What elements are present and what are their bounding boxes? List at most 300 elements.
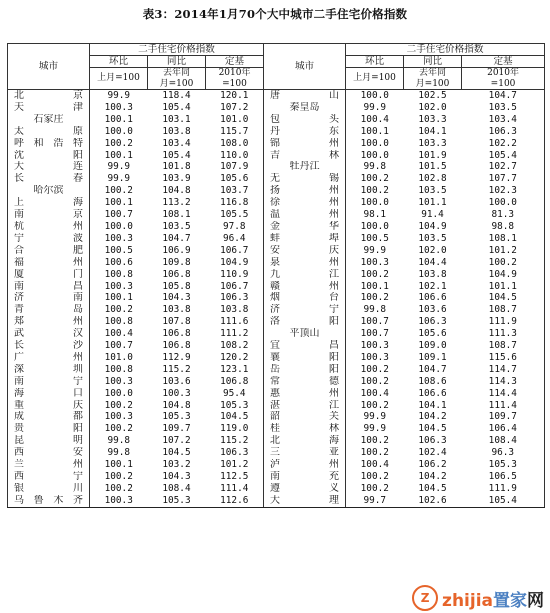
table-row [8,114,545,126]
mom-index-cell: 100.2 [346,483,404,495]
yoy-index-cell: 104.5 [418,423,447,435]
yoy-index-cell: 106.8 [162,340,191,352]
fixed-index-cell: 105.3 [462,459,545,471]
mom-index-cell: 100.0 [346,197,404,209]
mom-index-cell: 98.1 [346,209,404,221]
yoy-index-cell: 104.7 [162,232,191,244]
yoy-index-cell: 102.4 [418,447,447,459]
fixed-index-cell: 111.2 [220,328,249,340]
fixed-index-cell: 123.1 [220,363,249,375]
mom-index-cell: 100.3 [90,495,148,507]
fixed-index-cell: 109.7 [462,411,545,423]
mom-index-cell: 100.7 [346,316,404,328]
mom-index-cell: 99.8 [346,161,404,173]
table-row [8,257,545,269]
fixed-index-cell: 111.3 [462,328,545,340]
table-row [8,281,545,293]
yoy-index-cell: 104.1 [418,399,447,411]
fixed-index-cell: 108.0 [220,137,249,149]
yoy-index-cell: 101.5 [418,161,447,173]
yoy-index-cell: 105.3 [148,495,206,507]
yoy-header-right: 同比 [404,56,462,68]
fixed-index-cell: 106.3 [462,126,545,138]
table-row [8,221,545,233]
mom-index-cell: 100.0 [346,150,404,162]
mom-index-cell: 100.7 [90,340,148,352]
city-name-cell: 遵义 [264,483,346,495]
yoy-index-cell: 106.3 [418,435,447,447]
fixed-index-cell: 102.3 [462,185,545,197]
table-row [8,209,545,221]
fixed-index-cell: 120.2 [220,351,249,363]
yoy-index-cell: 103.5 [418,232,447,244]
mom-index-cell: 100.3 [346,340,404,352]
mom-index-cell: 100.2 [90,471,148,483]
city-name-cell: 沈阳 [8,150,90,162]
city-name-cell: 赣州 [264,281,346,293]
city-name-cell: 安庆 [264,245,346,257]
yoy-index-cell: 104.9 [418,220,447,232]
fixed-index-cell: 103.8 [220,304,249,316]
yoy-base-label-line1: 去年同 [162,68,190,78]
yoy-index-cell: 101.8 [162,161,191,173]
city-name-cell: 南京 [8,209,90,221]
yoy-index-cell: 101.9 [418,149,447,161]
yoy-index-cell: 106.3 [418,316,447,328]
city-name-cell: 三亚 [264,447,346,459]
table-body [8,90,545,508]
yoy-subheader-right [404,68,462,90]
yoy-index-cell: 106.6 [418,387,447,399]
table-row [8,150,545,162]
yoy-index-cell: 104.7 [418,363,447,375]
city-name-cell: 蚌埠 [264,233,346,245]
yoy-index-cell: 104.3 [162,471,191,482]
fixed-index-cell: 105.5 [220,209,249,221]
mom-index-cell: 99.8 [346,304,404,316]
city-name-cell: 九江 [264,269,346,281]
mom-index-cell: 100.2 [90,304,148,316]
city-name-cell: 青岛 [8,304,90,316]
fixed-index-cell: 108.7 [462,340,545,352]
yoy-index-cell: 104.8 [162,399,191,411]
mom-index-cell: 100.0 [90,388,148,400]
city-name-cell: 温州 [264,209,346,221]
yoy-base-label-line2: 月=100 [415,78,450,89]
table-row [8,304,545,316]
mom-index-cell: 100.4 [346,114,404,126]
table-row [8,400,545,412]
fixed-index-cell: 104.5 [462,292,545,304]
city-name-cell: 唐山 [264,90,346,102]
mom-index-cell: 100.3 [90,281,148,293]
city-name-cell: 大连 [8,161,90,173]
city-name-cell: 秦皇岛 [264,102,346,114]
fixed-header-left: 定基 [206,56,264,68]
city-name-cell: 烟台 [264,292,346,304]
yoy-index-cell: 102.6 [404,495,462,507]
yoy-index-cell: 103.5 [162,220,191,232]
city-name-cell: 泸州 [264,459,346,471]
fixed-index-cell: 105.3 [220,399,249,411]
table-row [8,423,545,435]
fixed-index-cell: 115.6 [462,352,545,364]
table-row [8,185,545,197]
yoy-index-cell: 104.3 [162,292,191,304]
yoy-index-cell: 106.9 [162,244,191,256]
mom-index-cell: 100.8 [90,269,148,281]
table-row [8,471,545,483]
mom-index-cell: 100.8 [90,364,148,376]
mom-index-cell: 100.7 [90,209,148,221]
yoy-index-cell: 103.3 [418,137,447,149]
mom-index-cell: 99.9 [346,245,404,257]
city-name-cell: 昆明 [8,435,90,447]
mom-index-cell: 100.2 [346,185,404,197]
mom-index-cell: 100.3 [346,352,404,364]
city-name-cell: 惠州 [264,388,346,400]
yoy-index-cell: 106.6 [418,292,447,304]
fixed-index-cell: 106.3 [220,447,249,459]
mom-index-cell: 100.1 [90,150,148,162]
watermark-logo-icon: Z [412,585,438,611]
fixed-index-cell: 106.4 [462,423,545,435]
mom-index-cell: 100.5 [346,233,404,245]
table-row [8,269,545,281]
mom-index-cell: 99.9 [346,423,404,435]
yoy-index-cell: 105.6 [418,328,447,340]
yoy-index-cell: 105.4 [162,149,191,161]
yoy-index-cell: 102.5 [404,90,462,102]
mom-index-cell: 100.2 [346,173,404,185]
yoy-index-cell: 112.9 [162,351,191,363]
yoy-header-left: 同比 [148,56,206,68]
mom-index-cell: 100.8 [90,316,148,328]
city-name-cell: 南昌 [8,281,90,293]
mom-index-cell: 100.2 [346,435,404,447]
city-name-cell: 太原 [8,126,90,138]
mom-index-cell: 100.3 [346,257,404,269]
fixed-base-label-line2: =100 [222,78,247,89]
table-row [8,316,545,328]
table-row [8,90,545,102]
city-name-cell: 厦门 [8,269,90,281]
fixed-index-cell: 95.4 [222,387,246,399]
city-name-cell: 北海 [264,435,346,447]
fixed-index-cell: 111.4 [220,482,249,494]
city-name-cell: 包头 [264,114,346,126]
city-name-cell: 福州 [8,257,90,269]
table-row [8,388,545,400]
fixed-index-cell: 107.2 [220,101,249,113]
yoy-index-cell: 103.9 [162,173,191,185]
yoy-index-cell: 105.8 [162,280,191,292]
fixed-index-cell: 103.7 [220,185,249,197]
table-row [8,411,545,423]
city-name-cell: 海口 [8,388,90,400]
fixed-index-cell: 96.3 [462,447,545,459]
fixed-index-cell: 108.1 [462,233,545,245]
mom-index-cell: 100.3 [90,411,148,423]
table-row [8,364,545,376]
mom-index-cell: 100.2 [90,400,148,412]
fixed-index-cell: 106.3 [220,292,249,304]
yoy-index-cell: 100.3 [162,387,191,399]
city-name-cell: 济宁 [264,304,346,316]
yoy-base-label-line1: 去年同 [419,68,447,78]
table-row [8,459,545,471]
fixed-index-cell: 103.5 [462,102,545,114]
fixed-index-cell: 102.2 [462,138,545,150]
mom-index-cell: 100.5 [90,245,148,257]
fixed-index-cell: 100.2 [462,257,545,269]
mom-index-cell: 100.2 [346,447,404,459]
mom-index-cell: 100.2 [90,138,148,150]
table-row [8,102,545,114]
table-title: 表3：2014年1月70个大中城市二手住宅价格指数 [142,7,408,21]
fixed-index-cell: 101.2 [462,245,545,257]
city-name-cell: 贵阳 [8,423,90,435]
mom-subheader-left [90,68,148,90]
city-name-cell: 重庆 [8,400,90,412]
fixed-index-cell: 111.9 [462,316,545,328]
mom-index-cell: 100.3 [90,376,148,388]
fixed-index-cell: 104.9 [220,256,249,268]
yoy-index-cell: 91.4 [421,209,444,221]
watermark-text [442,586,544,611]
yoy-index-cell: 101.1 [418,197,447,209]
yoy-index-cell: 103.6 [418,304,447,316]
city-name-cell: 银川 [8,483,90,495]
fixed-index-cell: 106.5 [462,471,545,483]
mom-index-cell: 100.3 [90,233,148,245]
city-name-cell: 宜昌 [264,340,346,352]
yoy-index-cell: 108.1 [162,209,191,221]
yoy-index-cell: 102.0 [418,244,447,256]
city-name-cell: 西安 [8,447,90,459]
fixed-index-cell: 106.8 [220,375,249,387]
table-row [8,245,545,257]
mom-index-cell: 99.8 [90,435,148,447]
fixed-index-cell: 104.9 [462,269,545,281]
yoy-index-cell: 104.2 [418,411,447,423]
table-row [8,483,545,495]
mom-index-cell: 100.2 [346,400,404,412]
city-name-cell: 吉林 [264,150,346,162]
city-name-cell: 长沙 [8,340,90,352]
mom-index-cell: 100.1 [346,126,404,138]
yoy-index-cell: 103.8 [162,304,191,316]
city-name-cell: 徐州 [264,197,346,209]
mom-index-cell: 100.2 [346,471,404,483]
fixed-index-cell: 108.4 [462,435,545,447]
price-index-table [7,43,545,508]
fixed-index-cell: 111.6 [220,316,249,328]
mom-index-cell: 100.0 [346,221,404,233]
fixed-index-cell: 114.7 [462,364,545,376]
yoy-index-cell: 102.8 [418,173,447,185]
city-name-cell: 岳阳 [264,364,346,376]
city-name-cell: 常德 [264,376,346,388]
fixed-index-cell: 120.1 [206,90,264,102]
fixed-index-cell: 114.4 [462,388,545,400]
table-row [8,173,545,185]
fixed-index-cell: 105.4 [462,495,545,507]
mom-index-cell: 99.9 [346,102,404,114]
yoy-index-cell: 106.8 [162,328,191,340]
yoy-subheader-left [148,68,206,90]
fixed-index-cell: 106.7 [220,244,249,256]
city-name-cell: 济南 [8,292,90,304]
city-name-cell: 桂林 [264,423,346,435]
city-name-cell: 泉州 [264,257,346,269]
mom-index-cell: 100.0 [90,221,148,233]
yoy-index-cell: 104.4 [418,256,447,268]
fixed-header-right: 定基 [462,56,545,68]
watermark-part-c: 网 [527,590,544,611]
mom-index-cell: 100.2 [346,292,404,304]
city-name-cell: 湛江 [264,400,346,412]
yoy-index-cell: 109.1 [418,351,447,363]
city-name-cell: 深圳 [8,364,90,376]
yoy-index-cell: 104.5 [162,447,191,459]
city-name-cell: 韶关 [264,411,346,423]
yoy-index-cell: 103.8 [162,125,191,137]
table-row [8,161,545,173]
yoy-index-cell: 102.0 [418,101,447,113]
city-name-cell: 西宁 [8,471,90,483]
yoy-index-cell: 109.7 [162,423,191,435]
watermark-part-a: zhijia [442,590,493,611]
city-name-cell: 大理 [264,495,346,507]
city-name-cell: 牡丹江 [264,161,346,173]
yoy-index-cell: 118.4 [148,90,206,102]
index-group-header-left: 二手住宅价格指数 [90,44,264,56]
fixed-index-cell: 119.0 [220,423,249,435]
fixed-index-cell: 81.3 [462,209,545,221]
city-name-cell: 北京 [8,90,90,102]
mom-index-cell: 99.7 [346,495,404,507]
city-name-cell: 呼和浩特 [8,138,90,150]
fixed-index-cell: 98.8 [462,221,545,233]
table-row [8,447,545,459]
yoy-index-cell: 113.2 [162,197,191,209]
mom-base-label: 上月=100 [353,73,396,84]
table-row [8,376,545,388]
fixed-index-cell: 101.0 [220,113,249,125]
mom-index-cell: 100.4 [346,388,404,400]
city-name-cell: 合肥 [8,245,90,257]
yoy-base-label-line2: 月=100 [159,78,194,89]
yoy-index-cell: 103.1 [162,113,191,125]
yoy-index-cell: 104.2 [418,471,447,482]
mom-index-cell: 100.3 [90,102,148,114]
table-row [8,328,545,340]
table-row [8,138,545,150]
fixed-base-label-line2: =100 [490,78,516,89]
yoy-index-cell: 104.5 [418,482,447,494]
mom-index-cell: 100.6 [90,257,148,269]
city-name-cell: 成都 [8,411,90,423]
city-name-cell: 杭州 [8,221,90,233]
fixed-index-cell: 96.4 [222,232,246,244]
fixed-index-cell: 110.0 [220,149,249,161]
yoy-index-cell: 102.1 [418,280,447,292]
fixed-index-cell: 103.4 [462,114,545,126]
mom-index-cell: 100.0 [346,90,404,102]
yoy-index-cell: 103.2 [162,459,191,471]
yoy-index-cell: 109.0 [418,340,447,352]
mom-index-cell: 99.9 [90,90,148,102]
fixed-index-cell: 114.3 [462,376,545,388]
mom-index-cell: 100.1 [90,114,148,126]
table-row [8,292,545,304]
yoy-index-cell: 106.2 [418,459,447,471]
table-row [8,126,545,138]
fixed-index-cell: 105.6 [220,173,249,185]
mom-subheader-right [346,68,404,90]
city-name-cell: 无锡 [264,173,346,185]
fixed-subheader-left [206,68,264,90]
price-index-table-container [7,43,544,508]
mom-index-cell: 100.2 [90,483,148,495]
fixed-index-cell: 115.2 [220,435,249,447]
mom-index-cell: 100.2 [346,269,404,281]
fixed-index-cell: 101.2 [220,459,249,471]
yoy-index-cell: 103.8 [418,268,447,280]
fixed-index-cell: 110.9 [220,268,249,280]
mom-index-cell: 100.4 [90,328,148,340]
yoy-index-cell: 107.2 [162,435,191,447]
city-name-cell: 平顶山 [264,328,346,340]
fixed-index-cell: 106.7 [220,280,249,292]
fixed-index-cell: 108.2 [220,340,249,352]
city-name-cell: 兰州 [8,459,90,471]
fixed-index-cell: 112.5 [220,471,249,482]
fixed-index-cell: 105.4 [462,150,545,162]
city-name-cell: 哈尔滨 [8,185,90,197]
city-name-cell: 长春 [8,173,90,185]
yoy-index-cell: 105.3 [162,411,191,423]
yoy-index-cell: 106.8 [162,268,191,280]
city-name-cell: 丹东 [264,126,346,138]
yoy-index-cell: 108.6 [418,375,447,387]
yoy-index-cell: 105.4 [162,101,191,113]
fixed-index-cell: 111.9 [462,483,545,495]
city-name-cell: 扬州 [264,185,346,197]
city-name-cell: 天津 [8,102,90,114]
city-name-cell: 石家庄 [8,114,90,126]
mom-index-cell: 100.2 [346,376,404,388]
yoy-index-cell: 104.8 [162,185,191,197]
mom-header-right: 环比 [346,56,404,68]
mom-index-cell: 99.9 [346,411,404,423]
mom-index-cell: 100.1 [346,281,404,293]
mom-index-cell: 99.8 [90,447,148,459]
fixed-index-cell: 102.7 [462,161,545,173]
city-name-cell: 南宁 [8,376,90,388]
city-name-cell: 武汉 [8,328,90,340]
fixed-base-label-line1: 2010年 [218,68,251,78]
city-name-cell: 上海 [8,197,90,209]
mom-header-left: 环比 [90,56,148,68]
table-row [8,352,545,364]
fixed-index-cell: 112.6 [206,495,264,507]
yoy-index-cell: 103.5 [418,185,447,197]
watermark-part-b: 置家 [493,590,527,611]
fixed-index-cell: 100.0 [462,197,545,209]
city-name-cell: 南充 [264,471,346,483]
